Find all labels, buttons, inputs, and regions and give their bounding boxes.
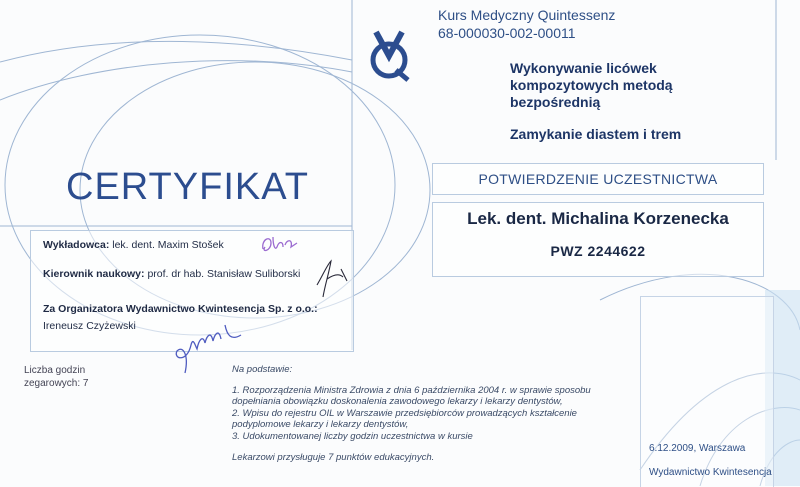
legal-basis (232, 364, 632, 463)
topic-line-1: Wykonywanie licówek (510, 60, 657, 76)
issue-box (640, 296, 774, 487)
quintessenz-logo (362, 28, 416, 82)
course-topic (510, 60, 790, 111)
publisher-name: Wydawnictwo Kwintesencja (649, 467, 772, 478)
course-name: Kurs Medyczny Quintessenz (438, 7, 616, 23)
legal-item-1b: dopełniania obowiązku doskonalenia zawodowego lekarzy i lekarzy dentystów, (232, 396, 563, 408)
participant-pwz: PWZ 2244622 (550, 243, 646, 259)
confirmation-box (432, 163, 764, 195)
lecturer-line (43, 239, 224, 251)
organizer-line (43, 303, 318, 315)
organizer-label: Za Organizatora Wydawnictwo Kwintesencja Sp. z o.o.: (43, 303, 318, 315)
legal-item-2a: 2. Wpisu do rejestru OIL w Warszawie przedsiębiorców prowadzących kształcenie (232, 407, 577, 419)
head-line (43, 268, 300, 280)
participant-name: Lek. dent. Michalina Korzenecka (467, 209, 729, 228)
legal-intro: Na podstawie: (232, 364, 293, 375)
confirmation-label: POTWIERDZENIE UCZESTNICTWA (478, 171, 718, 187)
lecturer-signature (257, 229, 307, 259)
head-signature (313, 255, 353, 299)
legal-points: Lekarzowi przysługuje 7 punktów edukacyjnych. (232, 451, 435, 463)
legal-item-2b: podyplomowe lekarzy i lekarzy dentystów, (232, 419, 409, 431)
topic-line-2: kompozytowych metodą (510, 77, 673, 93)
participant-box (432, 202, 764, 277)
hours-info (24, 364, 114, 390)
hours-label-1: Liczba godzin (24, 365, 86, 376)
course-header (438, 6, 615, 42)
head-name: prof. dr hab. Stanisław Suliborski (147, 268, 301, 280)
topic-line-3: bezpośrednią (510, 94, 601, 110)
head-label: Kierownik naukowy: (43, 268, 145, 280)
course-subtopic: Zamykanie diastem i trem (510, 126, 682, 142)
legal-item-1a: 1. Rozporządzenia Ministra Zdrowia z dnia 6 października 2004 r. w sprawie sposobu (232, 384, 591, 396)
certificate-title: CERTYFIKAT (66, 166, 309, 208)
lecturer-label: Wykładowca: (43, 239, 110, 251)
hours-label-2: zegarowych: 7 (24, 378, 89, 389)
lecturer-name: lek. dent. Maxim Stošek (112, 239, 224, 251)
issue-date: 6.12.2009, Warszawa (649, 443, 746, 454)
legal-item-3: 3. Udokumentowanej liczby godzin uczestnictwa w kursie (232, 430, 473, 442)
signatories-box (30, 230, 354, 352)
organizer-name: Ireneusz Czyżewski (43, 320, 136, 332)
course-number: 68-000030-002-00011 (438, 25, 576, 41)
